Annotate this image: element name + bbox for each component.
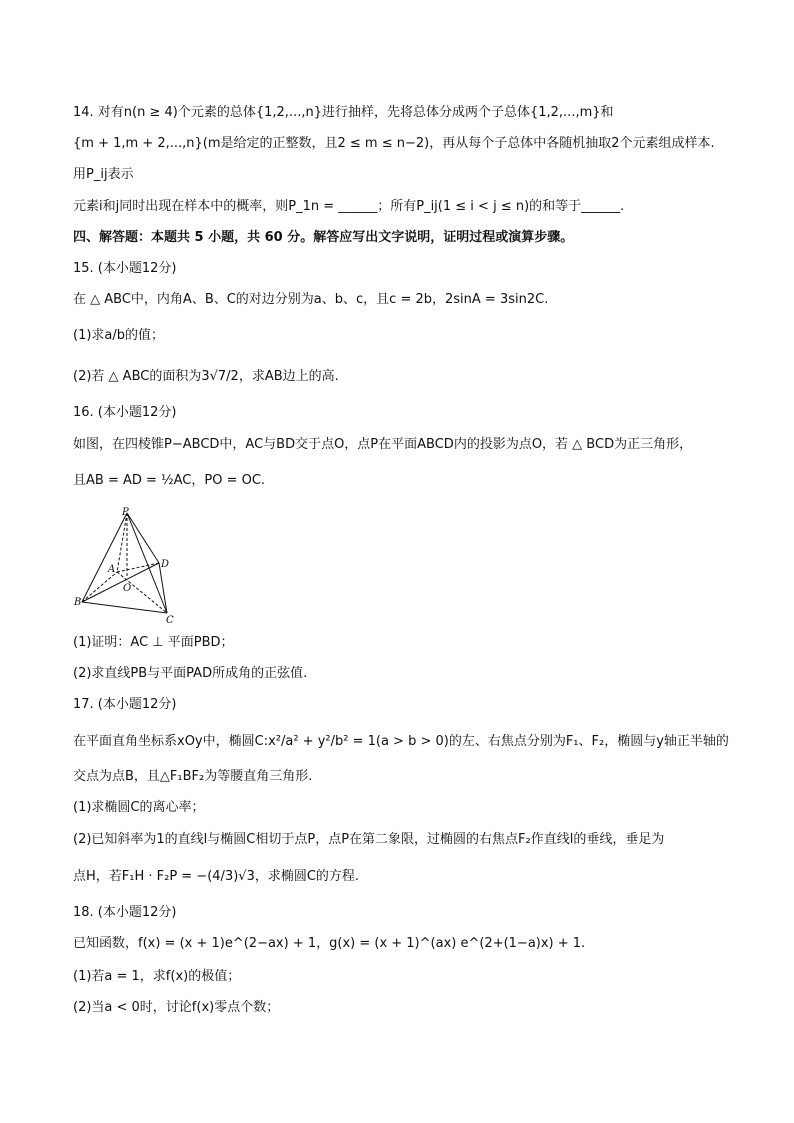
label-b: B <box>74 597 82 608</box>
q14-line4: 元素i和j同时出现在样本中的概率，则P_1n = ______；所有P_ij(1 ≤ i < j ≤ n)的和等于______. <box>73 199 625 214</box>
pyramid-figure <box>73 506 185 626</box>
q16-head: 16. (本小题12分) <box>73 405 177 420</box>
q14-line3: 用P_ij表示 <box>73 167 134 182</box>
q14-line2: {m + 1,m + 2,...,n}(m是给定的正整数，且2 ≤ m ≤ n−2)，再从每个子总体中各随机抽取2个元素组成样本. <box>73 136 715 151</box>
q18-part2: (2)当a < 0时，讨论f(x)零点个数； <box>73 1000 280 1015</box>
q14-line1: 14. 对有n(n ≥ 4)个元素的总体{1,2,...,n}进行抽样，先将总体分成两个子总体{1,2,...,m}和 <box>73 105 614 120</box>
q15-part1: (1)求a/b的值； <box>73 328 165 343</box>
q17-head: 17. (本小题12分) <box>73 697 177 712</box>
label-d: D <box>161 559 170 570</box>
q15-stem: 在 △ ABC中，内角A、B、C的对边分别为a、b、c，且c = 2b，2sinA = 3sin2C. <box>73 292 549 307</box>
q16-part1: (1)证明：AC ⊥ 平面PBD； <box>73 635 234 650</box>
q18-part1: (1)若a = 1，求f(x)的极值； <box>73 969 241 984</box>
q16-part2: (2)求直线PB与平面PAD所成角的正弦值. <box>73 666 308 681</box>
q17-stem1: 在平面直角坐标系xOy中，椭圆C:x²/a² + y²/b² = 1(a > b > 0)的左、右焦点分别为F₁、F₂，椭圆与y轴正半轴的 <box>73 734 729 749</box>
q16-stem1: 如图，在四棱锥P−ABCD中，AC与BD交于点O，点P在平面ABCD内的投影为点O，若 △ BCD为正三角形， <box>73 437 693 452</box>
label-p: P <box>122 507 129 518</box>
label-a: A <box>108 564 116 575</box>
q17-part1: (1)求椭圆C的离心率； <box>73 800 205 815</box>
q15-part2: (2)若 △ ABC的面积为3√7/2，求AB边上的高. <box>73 369 339 384</box>
label-c: C <box>166 615 174 626</box>
q16-stem2: 且AB = AD = ½AC，PO = OC. <box>73 473 266 488</box>
q17-stem2: 交点为点B，且△F₁BF₂为等腰直角三角形. <box>73 769 313 784</box>
section-heading: 四、解答题：本题共 5 小题，共 60 分。解答应写出文字说明，证明过程或演算步骤。 <box>73 230 574 245</box>
q17-part2b: 点H，若F₁H · F₂P = −(4/3)√3，求椭圆C的方程. <box>73 869 360 884</box>
q15-head: 15. (本小题12分) <box>73 261 177 276</box>
q18-head: 18. (本小题12分) <box>73 905 177 920</box>
q17-part2a: (2)已知斜率为1的直线l与椭圆C相切于点P，点P在第二象限，过椭圆的右焦点F₂作直线l的垂线，垂足为 <box>73 832 665 847</box>
label-o: O <box>123 583 132 594</box>
q18-stem: 已知函数，f(x) = (x + 1)e^(2−ax) + 1，g(x) = (x + 1)^(ax) e^(2+(1−a)x) + 1. <box>73 936 586 951</box>
